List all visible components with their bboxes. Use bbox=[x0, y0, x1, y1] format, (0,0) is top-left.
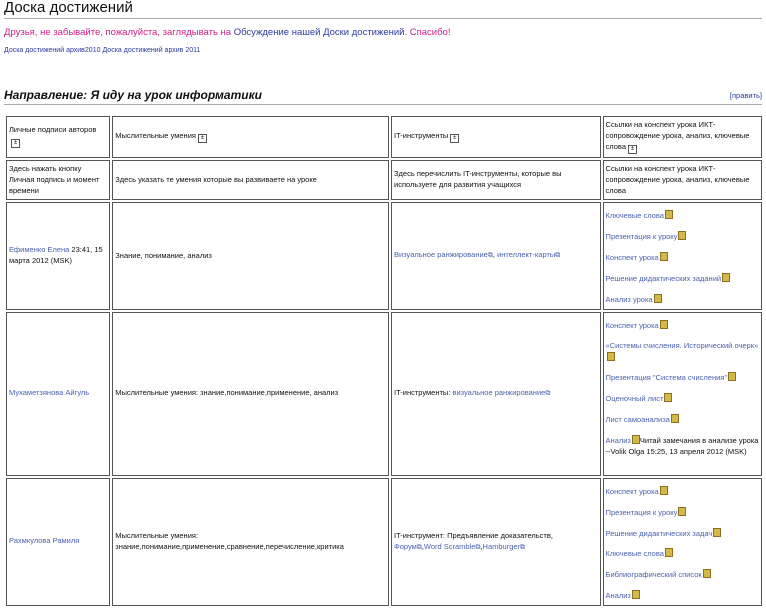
tool-link[interactable]: Визуальное ранжирование bbox=[394, 250, 488, 260]
table-cell: Здесь указать те умения которые вы развиваете на уроке bbox=[112, 160, 389, 201]
links-cell bbox=[603, 478, 762, 606]
lesson-link[interactable]: Ключевые слова bbox=[605, 549, 664, 559]
lock-icon bbox=[654, 294, 662, 303]
tool-link[interactable]: Форум bbox=[394, 541, 417, 551]
lock-icon bbox=[722, 273, 730, 282]
section-heading: Направление: Я иду на урок информатики bbox=[4, 88, 762, 105]
table-header-row bbox=[6, 116, 762, 158]
sort-icon[interactable]: ± bbox=[628, 145, 637, 154]
lock-icon bbox=[713, 528, 721, 537]
lesson-link[interactable]: Анализ урока bbox=[605, 294, 653, 304]
links-cell bbox=[603, 202, 762, 309]
lesson-link[interactable]: Презентация к уроку bbox=[605, 232, 678, 242]
discussion-link[interactable]: Обсуждение нашей Доски достижений bbox=[233, 27, 405, 38]
lesson-link[interactable]: Решение дидактических задач bbox=[605, 528, 713, 538]
table-cell: Здесь перечислить IT-инструменты, которые вы используете для развития учащихся bbox=[391, 160, 601, 201]
author-cell bbox=[6, 202, 110, 309]
tools-cell bbox=[391, 312, 601, 476]
lock-icon bbox=[660, 252, 668, 261]
table-cell: Здесь нажать кнопку Личная подпись и момент времени bbox=[6, 160, 110, 201]
tools-cell: IT-инструмент: Предъявление доказательств, Форум⧉,Word Scramble⧉,Hamburger⧉ bbox=[391, 478, 601, 606]
edit-link[interactable]: [править] bbox=[729, 91, 762, 100]
table-row bbox=[6, 478, 762, 606]
lesson-link[interactable]: Конспект урока bbox=[605, 253, 659, 263]
sort-icon[interactable]: ± bbox=[198, 134, 207, 143]
page-title: Доска достижений bbox=[4, 0, 762, 19]
author-link[interactable]: Ефименко Елена bbox=[9, 245, 70, 255]
external-link-icon: ⧉ bbox=[545, 390, 551, 398]
notice-before: Друзья, не забывайте, пожалуйста, заглядывать на bbox=[4, 27, 234, 38]
tools-prefix: IT-инструмент: Предъявление доказательств, bbox=[394, 530, 553, 540]
external-link-icon: ⧉ bbox=[416, 543, 422, 551]
lesson-link[interactable]: Ключевые слова bbox=[605, 211, 664, 221]
sort-icon[interactable]: ± bbox=[450, 134, 459, 143]
lock-icon bbox=[660, 486, 668, 495]
notice-after: . Спасибо! bbox=[404, 27, 451, 38]
tool-link[interactable]: Hamburger bbox=[482, 541, 521, 551]
lock-icon bbox=[678, 507, 686, 516]
tools-prefix: IT-инструменты: bbox=[394, 388, 453, 398]
table-row-hint bbox=[6, 160, 762, 201]
archive-link-2011[interactable]: Доска достижений архив 2011 bbox=[102, 47, 201, 54]
header-cell[interactable] bbox=[603, 116, 762, 158]
header-cell[interactable] bbox=[391, 116, 601, 158]
author-link[interactable]: Рахмкулова Рамиля bbox=[9, 536, 80, 546]
archive-link-2010[interactable]: Доска достижений архив2010 bbox=[4, 47, 101, 54]
tool-link[interactable]: Word Scramble bbox=[423, 541, 476, 551]
lesson-link[interactable]: Оценочный лист bbox=[605, 394, 664, 404]
lock-icon bbox=[671, 414, 679, 423]
lesson-link[interactable]: Библиографический список bbox=[605, 570, 702, 580]
external-link-icon: ⧉ bbox=[475, 543, 481, 551]
author-link[interactable]: Мухаметзянова Айгуль bbox=[9, 388, 90, 398]
lesson-link[interactable]: Анализ bbox=[605, 436, 631, 445]
lesson-link[interactable]: Презентация "Система счисления" bbox=[605, 373, 728, 383]
table-cell: Ссылки на конспект урока ИКТ-сопровождение урока, анализ, ключевые слова bbox=[603, 160, 762, 201]
header-cell[interactable] bbox=[112, 116, 389, 158]
lock-icon bbox=[660, 320, 668, 329]
header-cell[interactable] bbox=[6, 116, 110, 158]
tool-link[interactable]: интеллект-карты bbox=[497, 250, 556, 260]
table-row bbox=[6, 202, 762, 309]
external-link-icon: ⧉ bbox=[555, 252, 561, 260]
lesson-link[interactable]: «Системы счисления. Исторический очерк» bbox=[605, 340, 759, 350]
lock-icon bbox=[665, 210, 673, 219]
skills-cell: Знание, понимание, анализ bbox=[112, 202, 389, 309]
table-row bbox=[6, 312, 762, 476]
lock-icon bbox=[664, 393, 672, 402]
header-label: Мыслительные умения bbox=[115, 130, 196, 140]
skills-cell: Мыслительные умения: знание,понимание,применение,сравнение,перечисление,критика bbox=[112, 478, 389, 606]
lesson-link[interactable]: Анализ bbox=[605, 591, 631, 601]
external-link-icon: ⧉ bbox=[520, 543, 526, 551]
notice-text bbox=[4, 27, 450, 38]
header-label: Ссылки на конспект урока ИКТ-сопровождение урока, анализ, ключевые слова bbox=[605, 120, 750, 151]
archive-links bbox=[4, 47, 202, 54]
lock-icon bbox=[607, 352, 615, 361]
header-label: IT-инструменты bbox=[394, 130, 449, 140]
review-note: Читай замечания в анализе урока --Volik Olga 15:25, 13 апреля 2012 (MSK) bbox=[605, 436, 759, 456]
skills-cell: Мыслительные умения: знание,понимание,применение, анализ bbox=[112, 312, 389, 476]
author-cell bbox=[6, 478, 110, 606]
external-link-icon: ⧉ bbox=[487, 252, 493, 260]
lock-icon bbox=[632, 590, 640, 599]
lesson-link[interactable]: Конспект урока bbox=[605, 320, 659, 330]
achievements-table bbox=[4, 114, 764, 608]
lesson-link[interactable]: Лист самоанализа bbox=[605, 415, 670, 425]
tool-link[interactable]: визуальное ранжирование bbox=[452, 388, 546, 398]
lock-icon bbox=[665, 548, 673, 557]
lock-icon bbox=[632, 435, 640, 444]
signature-time: 23:41, 15 марта 2012 (MSK) bbox=[9, 245, 103, 266]
tools-cell: Визуальное ранжирование⧉, интеллект-карты⧉ bbox=[391, 202, 601, 309]
lesson-link[interactable]: Решение дидактических заданий bbox=[605, 274, 722, 283]
lesson-link[interactable]: Презентация к уроку bbox=[605, 507, 678, 517]
header-label: Личные подписи авторов bbox=[9, 125, 97, 135]
author-cell bbox=[6, 312, 110, 476]
lock-icon bbox=[678, 231, 686, 240]
sort-icon[interactable]: ± bbox=[11, 139, 20, 148]
links-cell bbox=[603, 312, 762, 476]
lock-icon bbox=[728, 372, 736, 381]
lesson-link[interactable]: Конспект урока bbox=[605, 486, 659, 496]
